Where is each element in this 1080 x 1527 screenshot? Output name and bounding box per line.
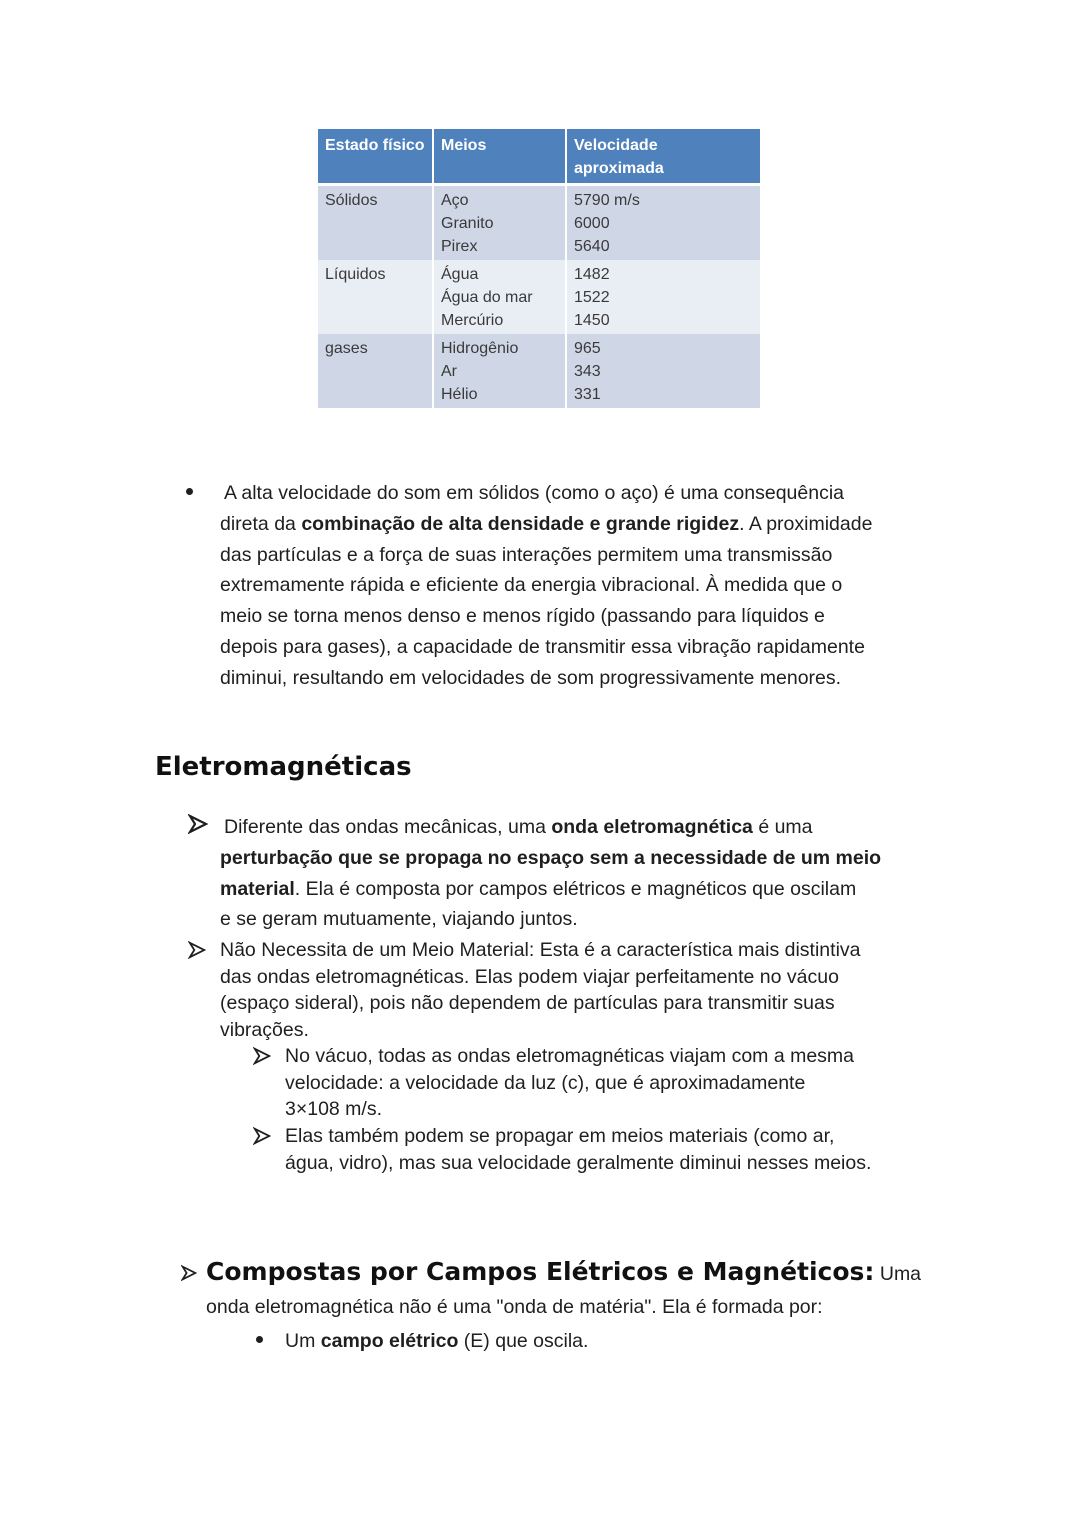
state-cell: Líquidos bbox=[318, 260, 433, 334]
text-run: direta da bbox=[220, 512, 302, 535]
header-estado-fisico: Estado físico bbox=[318, 129, 433, 185]
text-line: depois para gases), a capacidade de transmitir essa vibração rapidamente bbox=[220, 635, 865, 658]
sound-speed-table bbox=[318, 129, 760, 408]
text-line: das partículas e a força de suas interações permitem uma transmissão bbox=[220, 543, 833, 566]
section-heading: Eletromagnéticas bbox=[155, 752, 412, 782]
text-run: é uma bbox=[752, 816, 813, 838]
media-cell bbox=[433, 334, 566, 408]
text-line: meio se torna menos denso e menos rígido (passando para líquidos e bbox=[220, 605, 825, 628]
speed-value: 1482 bbox=[574, 266, 610, 283]
text-line: velocidade: a velocidade da luz (c), que é aproximadamente bbox=[285, 1071, 806, 1094]
bullet-dot-icon bbox=[256, 1336, 263, 1343]
arrow-bullet-icon bbox=[188, 941, 206, 959]
arrow-bullet-icon bbox=[253, 1127, 271, 1145]
text-run: Diferente das ondas mecânicas, uma bbox=[224, 816, 552, 838]
text-line: água, vidro), mas sua velocidade geralmente diminui nesses meios. bbox=[285, 1151, 872, 1174]
speed-cell bbox=[566, 334, 760, 408]
em-definition-paragraph bbox=[220, 812, 881, 935]
fields-composition-paragraph bbox=[206, 1254, 921, 1322]
medium-name: Mercúrio bbox=[441, 312, 504, 329]
speed-cell bbox=[566, 260, 760, 334]
bold-text: perturbação que se propaga no espaço sem a necessidade de um meio bbox=[220, 846, 882, 869]
speed-value: 5790 m/s bbox=[574, 192, 640, 209]
bold-text: combinação de alta densidade e grande rigidez bbox=[301, 512, 740, 535]
media-cell bbox=[433, 260, 566, 334]
text-line: extremamente rápida e eficiente da energia vibracional. À medida que o bbox=[220, 574, 843, 597]
sound-speed-explanation bbox=[220, 478, 872, 694]
speed-value: 1450 bbox=[574, 312, 610, 329]
text-line bbox=[220, 812, 881, 843]
speed-value: 331 bbox=[574, 386, 601, 403]
speed-cell bbox=[566, 185, 760, 261]
text-run: (E) que oscila. bbox=[458, 1330, 589, 1352]
speed-value: 343 bbox=[574, 363, 601, 380]
text-run: . Ela é composta por campos elétricos e magnéticos que oscilam bbox=[294, 877, 857, 900]
text-line bbox=[220, 874, 881, 905]
vacuum-speed-paragraph bbox=[285, 1043, 854, 1123]
arrow-bullet-icon bbox=[188, 814, 208, 834]
speed-value: 6000 bbox=[574, 215, 610, 232]
text-line: 3×108 m/s. bbox=[285, 1098, 383, 1120]
medium-name: Hélio bbox=[441, 386, 478, 403]
subsection-title: Compostas por Campos Elétricos e Magnéticos: bbox=[206, 1257, 875, 1286]
table-row bbox=[318, 334, 760, 408]
arrow-bullet-icon bbox=[253, 1047, 271, 1065]
header-meios: Meios bbox=[433, 129, 566, 185]
text-line: No vácuo, todas as ondas eletromagnéticas viajam com a mesma bbox=[285, 1045, 855, 1067]
text-line: vibrações. bbox=[220, 1018, 309, 1041]
state-cell: Sólidos bbox=[318, 185, 433, 261]
text-line bbox=[220, 843, 881, 874]
text-line bbox=[285, 1326, 588, 1356]
medium-name: Aço bbox=[441, 192, 469, 209]
arrow-bullet-icon bbox=[181, 1265, 197, 1281]
text-line: onda eletromagnética não é uma "onda de matéria". Ela é formada por: bbox=[206, 1296, 823, 1318]
media-cell bbox=[433, 185, 566, 261]
medium-name: Granito bbox=[441, 215, 494, 232]
text-line: Elas também podem se propagar em meios materiais (como ar, bbox=[285, 1125, 835, 1147]
speed-value: 965 bbox=[574, 340, 601, 357]
bold-text: material bbox=[220, 877, 295, 900]
speed-value: 5640 bbox=[574, 238, 610, 255]
bold-text: campo elétrico bbox=[320, 1330, 459, 1352]
medium-name: Água bbox=[441, 266, 479, 283]
text-line: das ondas eletromagnéticas. Elas podem viajar perfeitamente no vácuo bbox=[220, 965, 839, 988]
text-line bbox=[206, 1254, 921, 1292]
text-line: A alta velocidade do som em sólidos (como o aço) é uma consequência bbox=[224, 482, 845, 504]
text-line: Não Necessita de um Meio Material: Esta é a característica mais distintiva bbox=[220, 939, 861, 961]
state-cell: gases bbox=[318, 334, 433, 408]
medium-name: Hidrogênio bbox=[441, 340, 519, 357]
medium-name: Pirex bbox=[441, 238, 478, 255]
material-media-paragraph bbox=[285, 1123, 871, 1176]
text-line: e se geram mutuamente, viajando juntos. bbox=[220, 908, 578, 931]
header-velocidade-line1: Velocidade bbox=[574, 137, 658, 154]
electric-field-item bbox=[285, 1326, 588, 1356]
bullet-dot-icon bbox=[186, 488, 193, 495]
text-line: diminui, resultando em velocidades de som progressivamente menores. bbox=[220, 666, 842, 689]
medium-name: Água do mar bbox=[441, 289, 533, 306]
no-medium-paragraph bbox=[220, 937, 861, 1043]
header-velocidade bbox=[566, 129, 760, 185]
text-line: (espaço sideral), pois não dependem de partículas para transmitir suas bbox=[220, 992, 835, 1014]
text-run: . A proximidade bbox=[739, 512, 873, 535]
table-header-row bbox=[318, 129, 760, 185]
text-run: Uma bbox=[874, 1263, 922, 1285]
medium-name: Ar bbox=[441, 363, 457, 380]
table-row bbox=[318, 185, 760, 261]
bold-text: onda eletromagnética bbox=[551, 816, 753, 838]
text-line bbox=[220, 509, 872, 540]
text-run: Um bbox=[285, 1330, 321, 1352]
header-velocidade-line2: aproximada bbox=[574, 160, 664, 177]
speed-value: 1522 bbox=[574, 289, 610, 306]
table-row bbox=[318, 260, 760, 334]
